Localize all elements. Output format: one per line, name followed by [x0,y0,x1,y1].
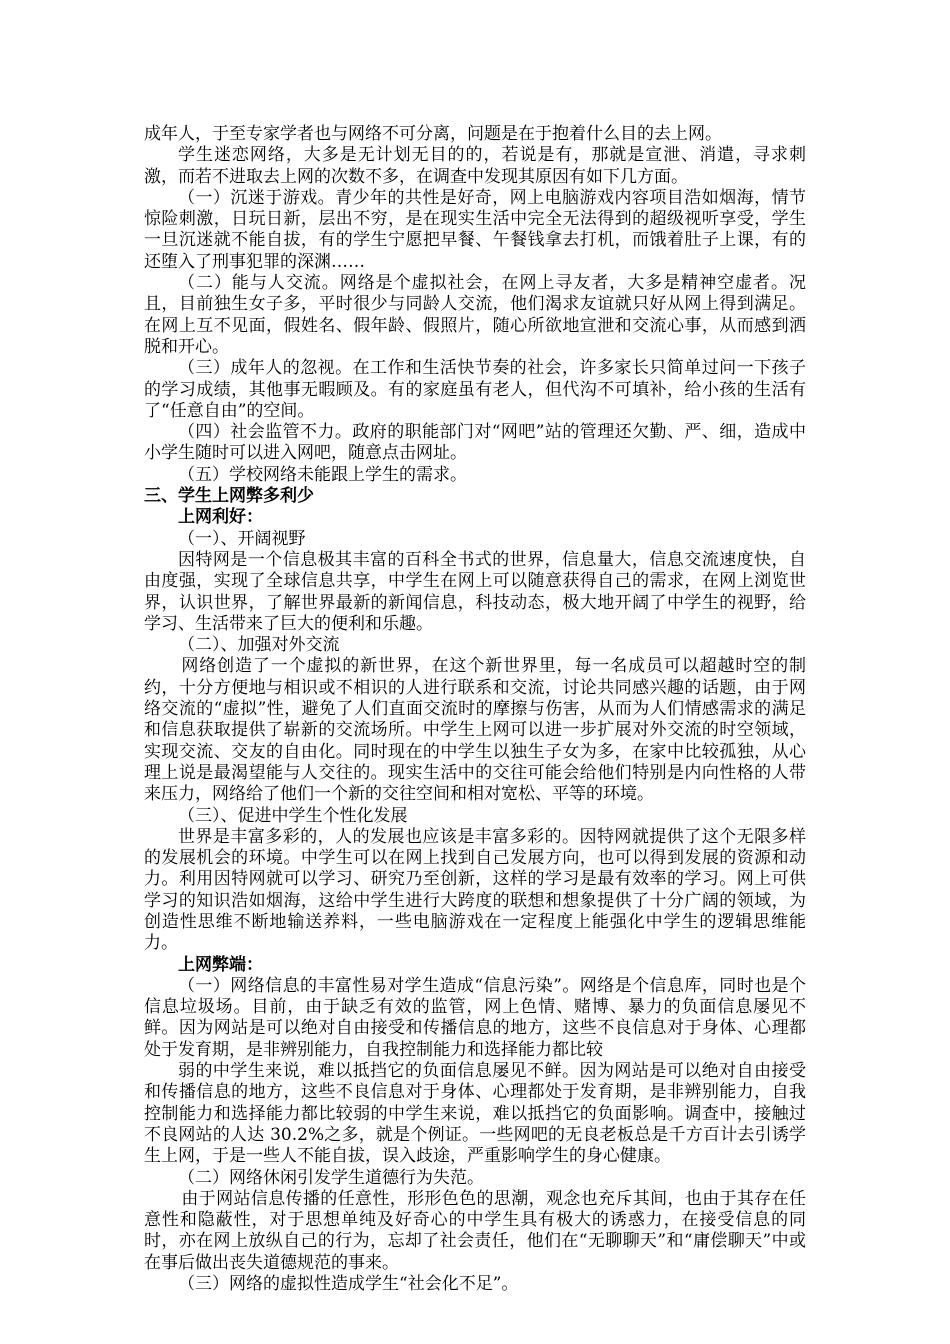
body-paragraph: 成年人，于至专家学者也与网络不可分离，问题是在于抱着什么目的去上网。 [144,124,722,144]
section-heading: 三、学生上网弊多利少 [144,486,314,507]
body-paragraph: 弱的中学生来说，难以抵挡它的负面信息屡见不鲜。因为网站是可以绝对自由接受和传播信息的地方，这些不良信息对于身体、心理都处于发育期，是非辨别能力，自我控制能力和选择能力都比较弱的中学生来说，难以抵挡它的负面影响。调查中，接触过不良网站的人达 30.2%之多，就是个例证。一些网吧的无良老板总是千方百计去引诱学生上网，于是一些人不能自拔，误入歧途，严重影响学生的身心健康。 [144,1061,806,1167]
body-paragraph: （一）沉迷于游戏。青少年的共性是好奇，网上电脑游戏内容项目浩如烟海，情节惊险刺激，日玩日新，层出不穷，是在现实生活中完全无法得到的超级视听享受，学生一旦沉迷就不能自拔，有的学生宁愿把早餐、午餐钱拿去打机，而饿着肚子上课，有的还堕入了刑事犯罪的深渊…… [144,187,806,272]
list-item-heading: （三）、促进中学生个性化发展 [178,805,408,826]
body-paragraph: 由于网站信息传播的任意性，形形色色的思潮，观念也充斥其间，也由于其存在任意性和隐蔽性，对于思想单纯及好奇心的中学生具有极大的诱惑力，在接受信息的同时，亦在网上放纵自己的行为，忘却了社会责任，他们在“无聊聊天”和“庸偿聊天”中或在事后做出丧失道德规范的事来。 [144,1188,806,1273]
list-item-heading: （三）网络的虚拟性造成学生“社会化不足”。 [178,1274,519,1295]
list-item-heading: （二）、加强对外交流 [178,635,340,656]
subsection-heading: 上网弊端： [178,954,263,975]
body-paragraph: （三）成年人的忽视。在工作和生活快节奏的社会，许多家长只简单过问一下孩子的学习成绩，其他事无暇顾及。有的家庭虽有老人，但代沟不可填补，给小孩的生活有了“任意自由”的空间。 [144,358,806,421]
body-paragraph: （四）社会监管不力。政府的职能部门对“网吧”站的管理还欠勤、严、细，造成中小学生随时可以进入网吧，随意点击网址。 [144,422,806,464]
subsection-heading: 上网利好： [178,507,263,528]
body-paragraph: 网络创造了一个虚拟的新世界，在这个新世界里，每一名成员可以超越时空的制约，十分方便地与相识或不相识的人进行联系和交流，讨论共同感兴趣的话题，由于网络交流的“虚拟”性，避免了人们直面交流时的摩擦与伤害，从而为人们情感需求的满足和信息获取提供了崭新的交流场所。中学生上网可以进一步扩展对外交流的时空领域，实现交流、交友的自由化。同时现在的中学生以独生子女为多，在家中比较孤独，从心理上说是最渴望能与人交往的。现实生活中的交往可能会给他们特别是内向性格的人带来压力，网络给了他们一个新的交往空间和相对宽松、平等的环境。 [144,656,806,805]
body-paragraph: （二）能与人交流。网络是个虚拟社会，在网上寻友者，大多是精神空虚者。况且，目前独生女子多，平时很少与同龄人交流，他们渴求友谊就只好从网上得到满足。在网上互不见面，假姓名、假年龄、假照片，随心所欲地宣泄和交流心事，从而感到洒脱和开心。 [144,273,806,357]
list-item-heading: （一）、开阔视野 [178,528,306,549]
body-paragraph: 因特网是一个信息极其丰富的百科全书式的世界，信息量大，信息交流速度快，自由度强，实现了全球信息共享，中学生在网上可以随意获得自己的需求，在网上浏览世界，认识世界，了解世界最新的新闻信息，科技动态，极大地开阔了中学生的视野，给学习、生活带来了巨大的便利和乐趣。 [144,549,806,634]
list-item-heading: （二）网络休闲引发学生道德行为失范。 [178,1167,484,1188]
body-paragraph: （五）学校网络未能跟上学生的需求。 [178,464,467,485]
body-paragraph: 世界是丰富多彩的，人的发展也应该是丰富多彩的。因特网就提供了这个无限多样的发展机会的环境。中学生可以在网上找到自己发展方向，也可以得到发展的资源和动力。利用因特网就可以学习、研究乃至创新，这样的学习是最有效率的学习。网上可供学习的知识浩如烟海，这给中学生进行大跨度的联想和想象提供了十分广阔的领域，为创造性思维不断地输送养料，一些电脑游戏在一定程度上能强化中学生的逻辑思维能力。 [144,826,806,954]
body-paragraph: （一）网络信息的丰富性易对学生造成“信息污染”。网络是个信息库，同时也是个信息垃圾场。目前，由于缺乏有效的监管，网上色情、赌博、暴力的负面信息屡见不鲜。因为网站是可以绝对自由接受和传播信息的地方，这些不良信息对于身体、心理都处于发育期，是非辨别能力，自我控制能力和选择能力都比较 [144,975,806,1060]
document-page [0,124,950,1295]
body-paragraph: 学生迷恋网络，大多是无计划无目的的，若说是有，那就是宣泄、消遣，寻求刺激，而若不进取去上网的次数不多，在调查中发现其原因有如下几方面。 [144,145,806,187]
